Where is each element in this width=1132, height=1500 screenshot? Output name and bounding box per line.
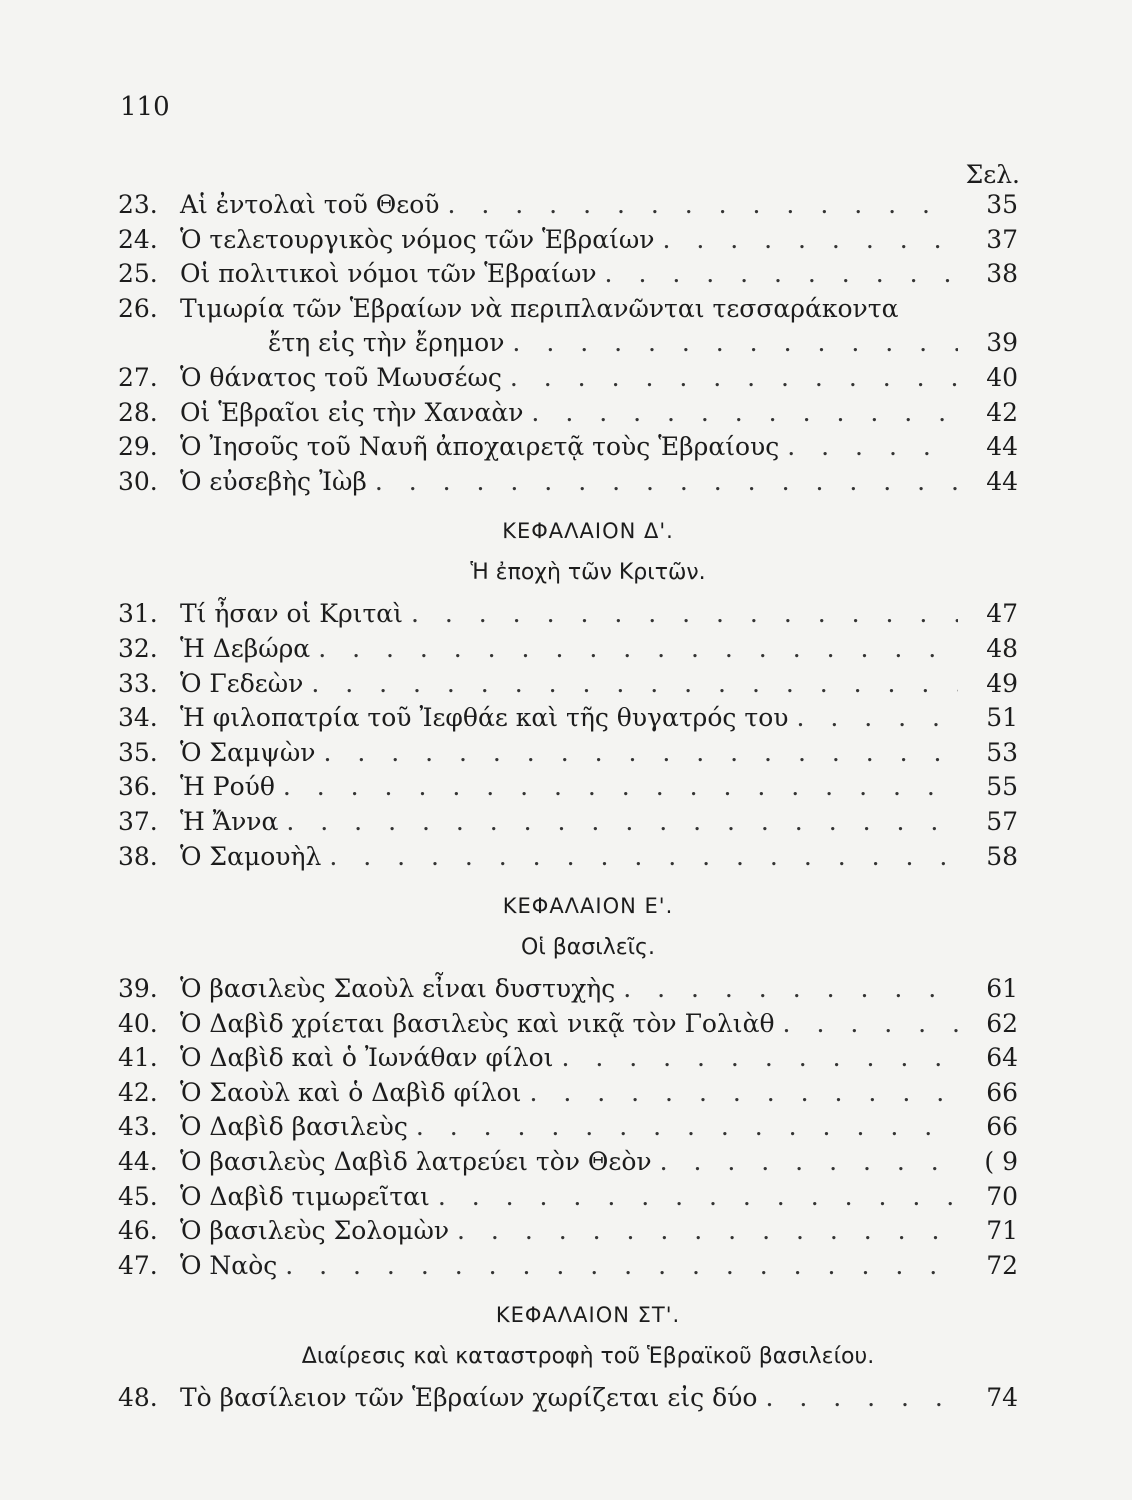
entry-title: Ὁ βασιλεὺς Σαοὺλ εἶναι δυστυχὴς [180, 974, 616, 1004]
entry-number: 23. [118, 190, 158, 219]
entry-title: Οἱ Ἑβραῖοι εἰς τὴν Χαναὰν [180, 397, 524, 427]
toc-entry [118, 1009, 1018, 1044]
entry-number: 28. [118, 397, 158, 427]
toc-entry [118, 432, 1018, 467]
dot-leader [411, 599, 958, 628]
toc-entry [118, 1182, 1018, 1217]
entry-number: 36. [118, 772, 158, 802]
entry-page: 57 [986, 806, 1018, 836]
entry-number: 46. [118, 1216, 158, 1246]
toc-entry [118, 842, 1018, 877]
entry-number: 44. [118, 1147, 158, 1177]
dot-leader [561, 1043, 958, 1072]
dot-leader [416, 1112, 958, 1141]
entry-number: 27. [118, 362, 158, 392]
entry-title: Ὁ Σαμψὼν [180, 737, 316, 767]
entry-title: Ὁ Δαβὶδ χρίεται βασιλεὺς καὶ νικᾷ τὸν Γολιὰθ [180, 1008, 775, 1038]
entry-title: Ὁ Γεδεὼν [180, 668, 304, 698]
entry-page: 44 [986, 466, 1018, 496]
toc-entry [118, 328, 1018, 363]
toc-entry [118, 1043, 1018, 1078]
dot-leader [457, 1216, 958, 1245]
entry-number: 39. [118, 974, 158, 1004]
dot-leader [311, 669, 958, 698]
toc-entry [118, 1251, 1018, 1286]
entry-page: 55 [986, 772, 1018, 802]
entry-number: 35. [118, 737, 158, 767]
entry-title: ἔτη εἰς τὴν ἔρημον [268, 328, 505, 358]
chapter-heading: ΚΕΦΑΛΑΙΟΝ ΣΤ'. [495, 1303, 681, 1328]
dot-leader [765, 1383, 958, 1412]
toc-entry [118, 1147, 1018, 1182]
toc-entry [118, 669, 1018, 704]
entry-page: 71 [986, 1216, 1018, 1246]
entry-page: 66 [986, 1112, 1018, 1142]
entry-title: Ὁ θάνατος τοῦ Μωυσέως [180, 362, 502, 392]
entry-title: Τιμωρία τῶν Ἑβραίων νὰ περιπλανῶνται τεσσαράκοντα [180, 293, 899, 323]
chapter-heading: ΚΕΦΑΛΑΙΟΝ Δ'. [502, 519, 674, 544]
toc-entry [118, 467, 1018, 502]
entry-title: Ὁ τελετουργικὸς νόμος τῶν Ἑβραίων [180, 224, 655, 254]
entry-page: 62 [986, 1008, 1018, 1038]
entry-page: 48 [986, 633, 1018, 663]
entry-page: 53 [986, 737, 1018, 767]
entry-title: Ὁ βασιλεὺς Σολομὼν [180, 1216, 450, 1246]
entry-page: 64 [986, 1043, 1018, 1073]
toc-entry [118, 1112, 1018, 1147]
entry-title: Ἡ Δεβώρα [180, 633, 311, 663]
entry-title: Τί ἦσαν οἱ Κριταὶ [180, 599, 403, 629]
entry-number: 48. [118, 1383, 158, 1413]
toc-entry [118, 599, 1018, 634]
entry-number: 32. [118, 633, 158, 663]
entry-title: Ὁ εὐσεβὴς Ἰὼβ [180, 466, 367, 496]
entry-title: Ὁ Ναὸς [180, 1250, 278, 1280]
entry-page: 49 [986, 668, 1018, 698]
entry-number: 29. [118, 432, 158, 462]
toc-entry [118, 398, 1018, 433]
dot-leader [660, 1147, 958, 1176]
entry-title: Ὁ βασιλεὺς Δαβὶδ λατρεύει τὸν Θεὸν [180, 1147, 652, 1177]
dot-leader [318, 634, 958, 663]
entry-title: Ἡ Ρούθ [180, 772, 275, 802]
chapter-subtitle: Οἱ βασιλεῖς. [521, 935, 655, 961]
entry-title: Ὁ Σαοὺλ καὶ ὁ Δαβὶδ φίλοι [180, 1077, 522, 1107]
dot-leader [623, 974, 958, 1003]
toc-entry [118, 807, 1018, 842]
entry-page: 70 [986, 1181, 1018, 1211]
toc-entry [118, 772, 1018, 807]
dot-leader [285, 1251, 958, 1280]
entry-page: 74 [986, 1383, 1018, 1413]
dot-leader [605, 259, 958, 288]
entry-page: 42 [986, 397, 1018, 427]
entry-number: 40. [118, 1008, 158, 1038]
entry-title: Τὸ βασίλειον τῶν Ἑβραίων χωρίζεται εἰς δύο [180, 1383, 758, 1413]
entry-page: 40 [986, 362, 1018, 392]
toc-entry [118, 225, 1018, 260]
entry-number: 34. [118, 703, 158, 733]
entry-page: 37 [986, 224, 1018, 254]
dot-leader [531, 398, 958, 427]
toc-entry [118, 634, 1018, 669]
chapter-subtitle: Διαίρεσις καὶ καταστροφὴ τοῦ Ἑβραϊκοῦ βασιλείου. [301, 1344, 875, 1370]
dot-leader [286, 807, 958, 836]
dot-leader [662, 225, 958, 254]
dot-leader [512, 328, 958, 357]
entry-number: 37. [118, 806, 158, 836]
toc-entry [118, 363, 1018, 398]
entry-title: Ὁ Δαβὶδ βασιλεὺς [180, 1112, 408, 1142]
entry-page: 72 [986, 1250, 1018, 1280]
page-column-header: Σελ. [965, 160, 1020, 189]
toc-entry [118, 294, 1018, 329]
entry-number: 41. [118, 1043, 158, 1073]
dot-leader [283, 772, 958, 801]
toc-entry [118, 1383, 1018, 1418]
entry-number: 43. [118, 1112, 158, 1142]
toc-entry [118, 738, 1018, 773]
entry-title: Αἱ ἐντολαὶ τοῦ Θεοῦ [180, 190, 440, 219]
entry-number: 24. [118, 224, 158, 254]
chapter-subtitle: Ἡ ἐποχὴ τῶν Κριτῶν. [470, 560, 706, 586]
entry-page: 35 [986, 190, 1018, 219]
entry-number: 42. [118, 1077, 158, 1107]
dot-leader [783, 1009, 958, 1038]
toc-entry [118, 1216, 1018, 1251]
entry-number: 25. [118, 259, 158, 289]
dot-leader [438, 1182, 958, 1211]
entry-title: Οἱ πολιτικοὶ νόμοι τῶν Ἑβραίων [180, 259, 597, 289]
entry-page: 44 [986, 432, 1018, 462]
table-of-contents [118, 190, 1018, 1418]
toc-entry [118, 190, 1018, 225]
entry-page: 47 [986, 599, 1018, 629]
entry-number: 45. [118, 1181, 158, 1211]
entry-number: 31. [118, 599, 158, 629]
entry-number: 30. [118, 466, 158, 496]
toc-entry [118, 974, 1018, 1009]
entry-title: Ὁ Ἰησοῦς τοῦ Ναυῆ ἀποχαιρετᾷ τοὺς Ἑβραίους [180, 432, 780, 462]
dot-leader [787, 432, 958, 461]
toc-entry [118, 1078, 1018, 1113]
dot-leader [329, 842, 958, 871]
entry-page: 61 [986, 974, 1018, 1004]
dot-leader [448, 190, 959, 219]
dot-leader [323, 738, 958, 767]
entry-page: ( 9 [984, 1147, 1018, 1177]
entry-number: 47. [118, 1250, 158, 1280]
entry-page: 38 [986, 259, 1018, 289]
page-number: 110 [120, 92, 170, 122]
dot-leader [529, 1078, 958, 1107]
entry-number: 26. [118, 293, 158, 323]
chapter-heading: ΚΕΦΑΛΑΙΟΝ Ε'. [502, 894, 674, 919]
dot-leader [375, 467, 958, 496]
entry-title: Ὁ Σαμουὴλ [180, 841, 322, 871]
entry-page: 51 [986, 703, 1018, 733]
entry-title: Ὁ Δαβὶδ καὶ ὁ Ἰωνάθαν φίλοι [180, 1043, 554, 1073]
entry-number: 33. [118, 668, 158, 698]
toc-entry [118, 259, 1018, 294]
entry-title: Ἡ φιλοπατρία τοῦ Ἰεφθάε καὶ τῆς θυγατρός του [180, 703, 789, 733]
entry-page: 39 [986, 328, 1018, 358]
toc-entry [118, 703, 1018, 738]
entry-page: 66 [986, 1077, 1018, 1107]
dot-leader [510, 363, 958, 392]
entry-title: Ὁ Δαβὶδ τιμωρεῖται [180, 1181, 430, 1211]
dot-leader [796, 703, 958, 732]
entry-title: Ἡ Ἄννα [180, 806, 279, 836]
entry-page: 58 [986, 841, 1018, 871]
entry-number: 38. [118, 841, 158, 871]
